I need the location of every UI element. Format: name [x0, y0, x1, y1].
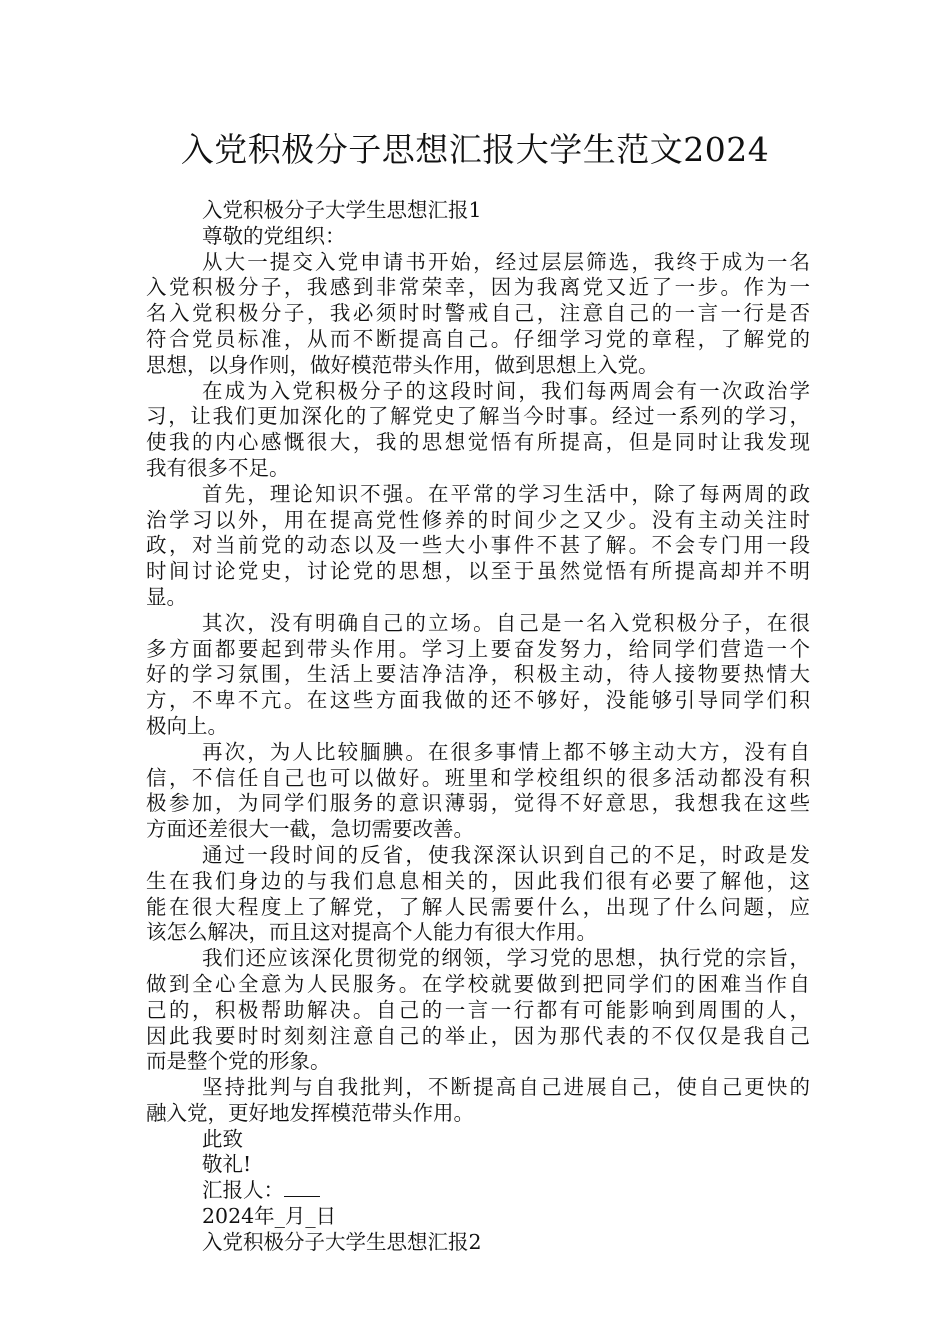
text-line: 该怎么解决，而且这对提高个人能力有很大作用。 [146, 920, 597, 945]
reporter-line [146, 1178, 810, 1204]
text-line: 做到全心全意为人民服务。在学校就要做到把同学们的困难当作自 [146, 971, 810, 996]
text-line: 信，不信任自己也可以做好。班里和学校组织的很多活动都没有积 [146, 765, 810, 790]
text-line: 敬礼! [202, 1152, 252, 1177]
text-line: 极参加，为同学们服务的意识薄弱，觉得不好意思，我想我在这些 [146, 791, 810, 816]
text-line: 符合党员标准，从而不断提高自己。仔细学习党的章程，了解党的 [146, 326, 810, 351]
text-line: 时间讨论党史，讨论党的思想，以至于虽然觉悟有所提高却并不明 [146, 559, 810, 584]
text-line: 坚持批判与自我批判，不断提高自己进展自己，使自己更快的 [202, 1075, 810, 1100]
text-line: 我们还应该深化贯彻党的纲领，学习党的思想，执行党的宗旨， [202, 946, 810, 971]
text-line: 显。 [146, 584, 187, 609]
text-line: 在成为入党积极分子的这段时间，我们每两周会有一次政治学 [202, 378, 810, 403]
text-line: 我有很多不足。 [146, 455, 290, 480]
text-line: 通过一段时间的反省，使我深深认识到自己的不足，时政是发 [202, 842, 810, 867]
text-line: 能在很大程度上了解党，了解人民需要什么，出现了什么问题，应 [146, 894, 810, 919]
text-line: 己的，积极帮助解决。自己的一言一行都有可能影响到周围的人， [146, 997, 810, 1022]
document-title: 入党积极分子思想汇报大学生范文2024 [180, 130, 770, 169]
text-line: 治学习以外，用在提高党性修养的时间少之又少。没有主动关注时 [146, 507, 810, 532]
text-line: 入党积极分子大学生思想汇报1 [202, 198, 482, 222]
text-line: 习，让我们更加深化的了解党史了解当今时事。经过一系列的学习， [146, 404, 810, 429]
next-section-heading: 入党积极分子大学生思想汇报2 [202, 1229, 482, 1254]
text-line: 方，不卑不亢。在这些方面我做的还不够好，没能够引导同学们积 [146, 688, 810, 713]
text-line: 方面还差很大一截，急切需要改善。 [146, 817, 474, 842]
text-line: 尊敬的党组织： [202, 223, 346, 248]
signature-blank [284, 1196, 320, 1197]
text-line: 使我的内心感慨很大，我的思想觉悟有所提高，但是同时让我发现 [146, 430, 810, 455]
text-line: 首先，理论知识不强。在平常的学习生活中，除了每两周的政 [202, 481, 810, 506]
text-line: 入党积极分子，我感到非常荣幸，因为我离党又近了一步。作为一 [146, 275, 810, 300]
text-line: 从大一提交入党申请书开始，经过层层筛选，我终于成为一名 [202, 249, 810, 274]
text-line: 而是整个党的形象。 [146, 1049, 331, 1074]
text-line: 极向上。 [146, 713, 228, 738]
text-line: 其次，没有明确自己的立场。自己是一名入党积极分子，在很 [202, 610, 810, 635]
text-line: 再次，为人比较腼腆。在很多事情上都不够主动大方，没有自 [202, 739, 810, 764]
text-line: 多方面都要起到带头作用。学习上要奋发努力，给同学们营造一个 [146, 636, 810, 661]
reporter-label: 汇报人： [202, 1178, 284, 1203]
text-line: 思想，以身作则，做好模范带头作用，做到思想上入党。 [146, 352, 659, 377]
text-line: 好的学习氛围，生活上要洁净洁净，积极主动，待人接物要热情大 [146, 662, 810, 687]
date-line: 2024年_月_日 [202, 1204, 337, 1229]
text-line: 名入党积极分子，我必须时时警戒自己，注意自己的一言一行是否 [146, 301, 810, 326]
text-line: 生在我们身边的与我们息息相关的，因此我们很有必要了解他，这 [146, 868, 810, 893]
text-line: 此致 [202, 1126, 243, 1151]
text-line: 政，对当前党的动态以及一些大小事件不甚了解。不会专门用一段 [146, 533, 810, 558]
document-body [146, 198, 810, 1256]
text-line: 因此我要时时刻刻注意自己的举止，因为那代表的不仅仅是我自己 [146, 1023, 810, 1048]
text-line: 融入党，更好地发挥模范带头作用。 [146, 1100, 474, 1125]
